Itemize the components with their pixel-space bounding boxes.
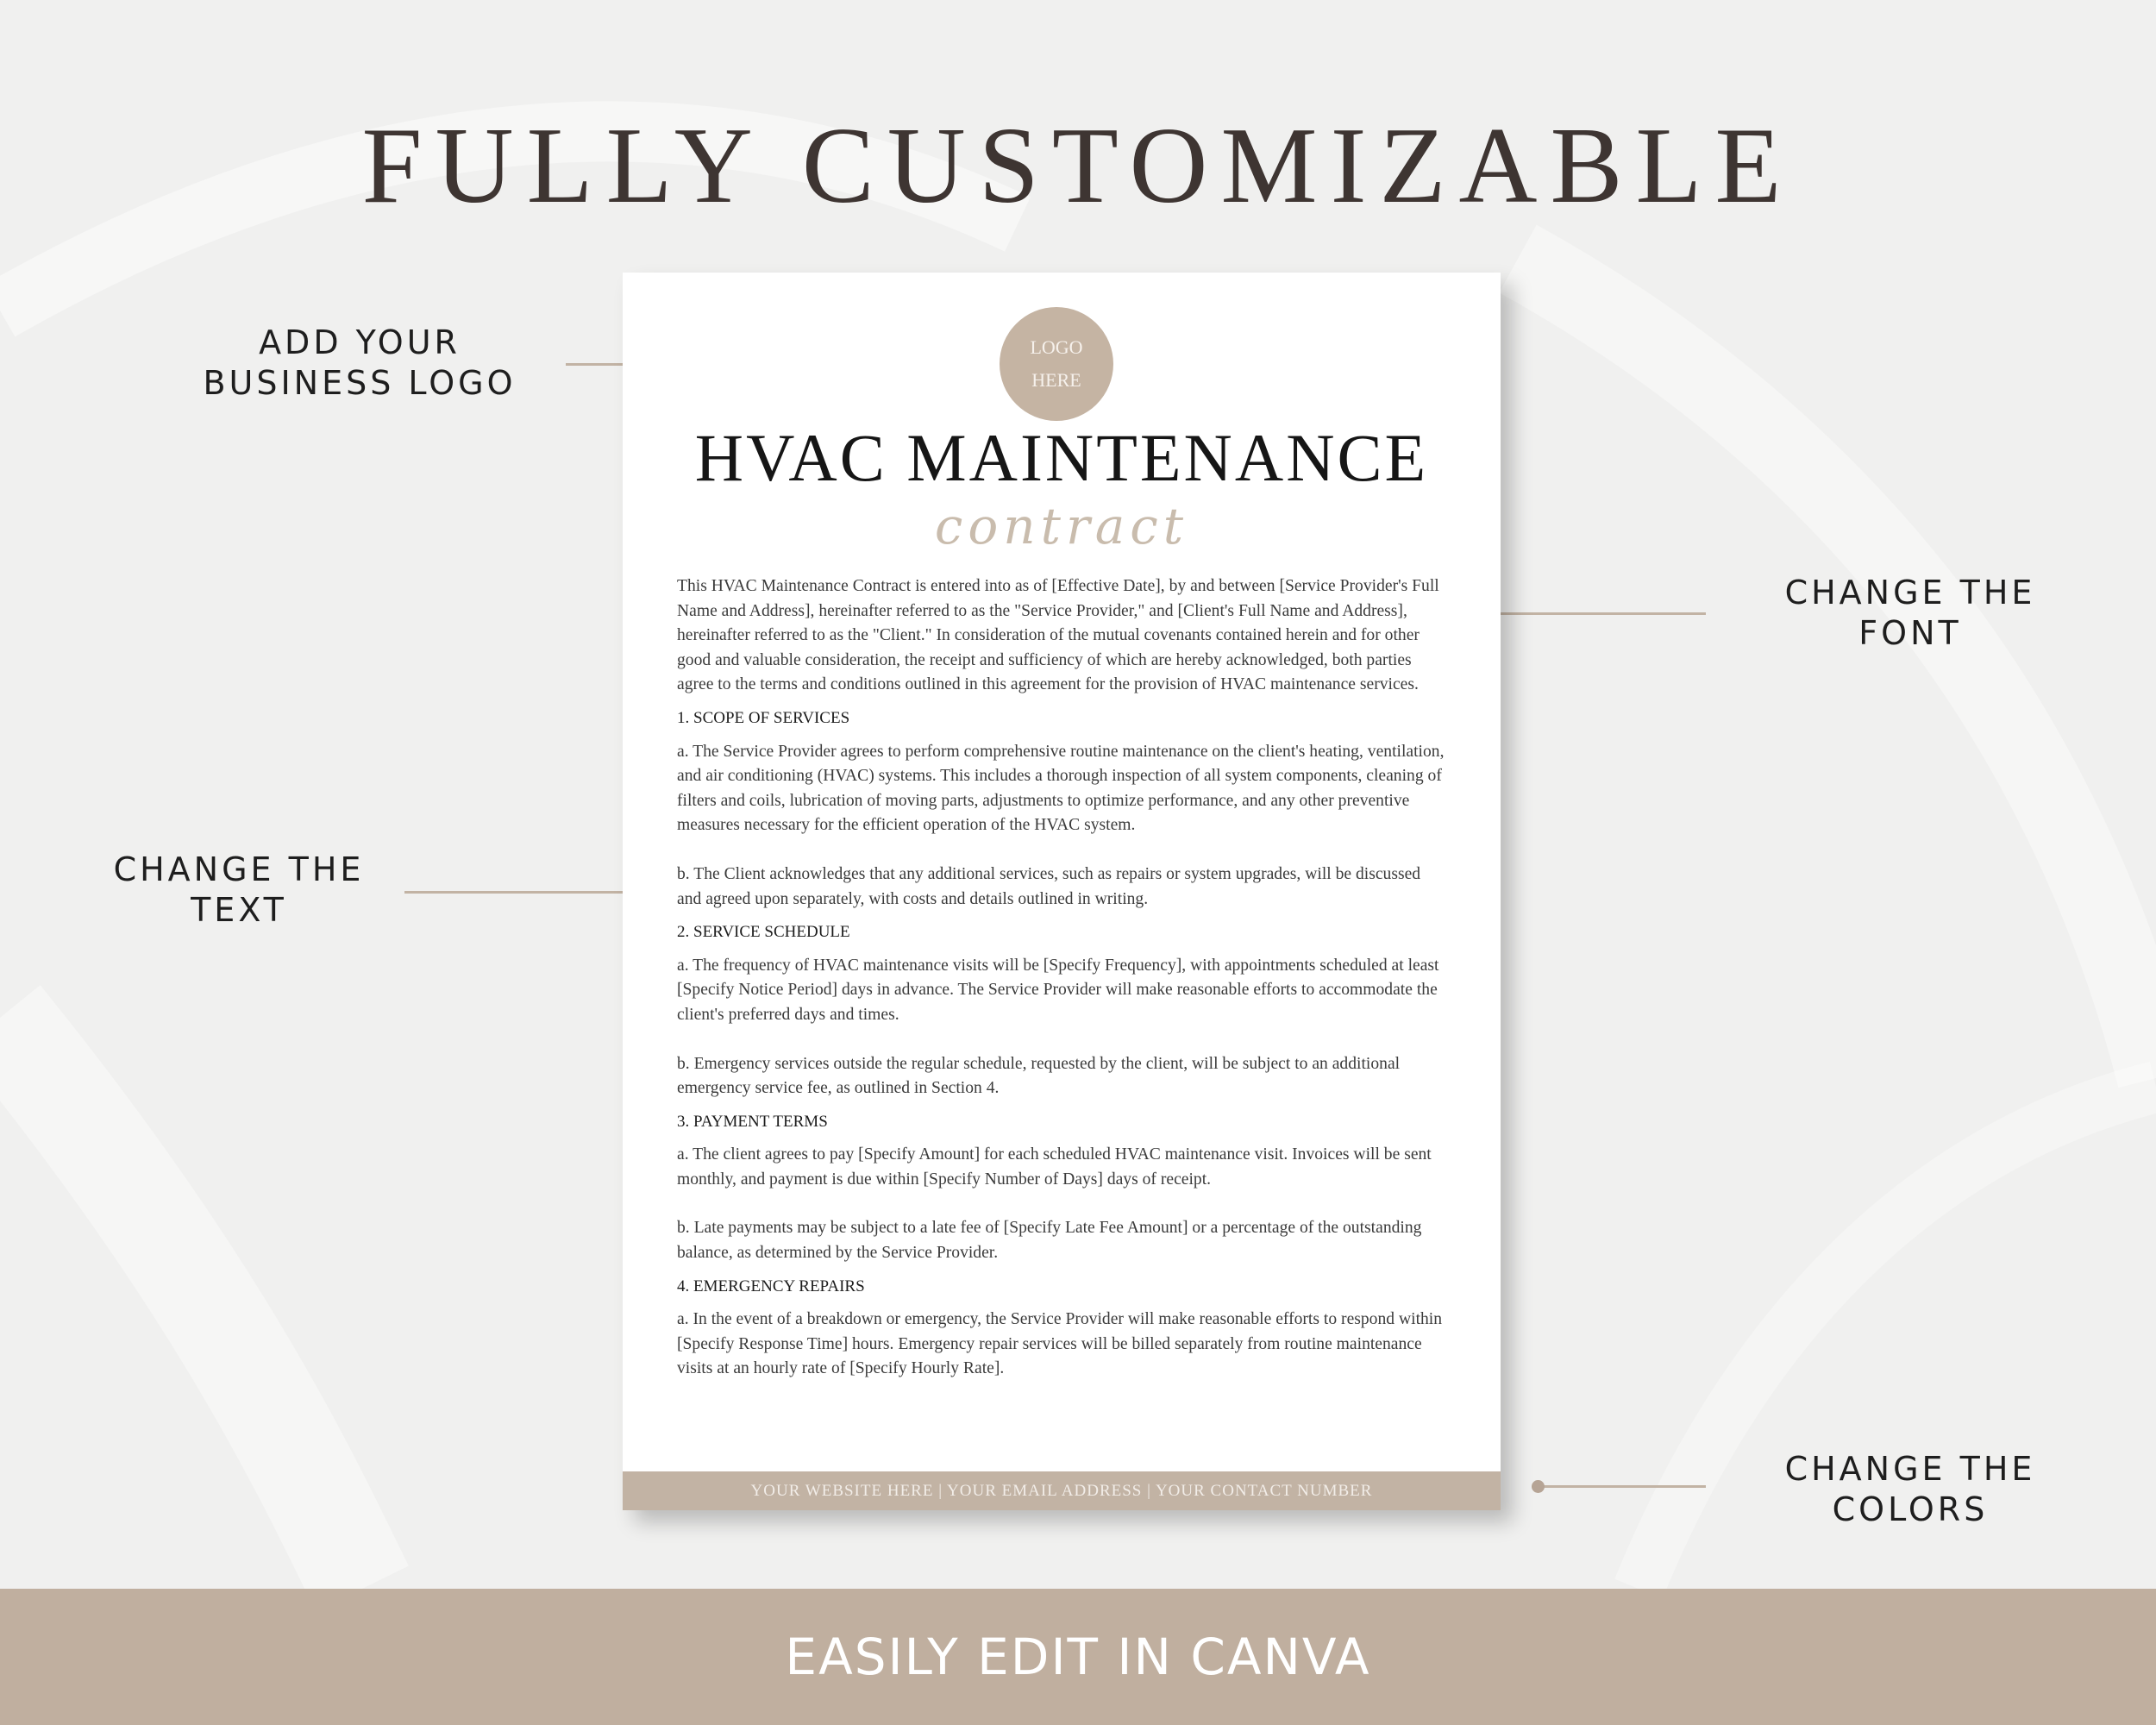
callout-change-colors-line2: COLORS <box>1832 1490 1989 1528</box>
callout-text-leader-line <box>404 891 648 894</box>
section-paragraph: b. The Client acknowledges that any additional services, such as repairs or system upgrades, will be discussed and agreed upon separately, with costs and details outlined in writing. <box>677 864 1421 908</box>
logo-placeholder <box>1000 307 1113 421</box>
logo-placeholder-line2: HERE <box>1031 369 1081 391</box>
callout-change-font-line2: FONT <box>1858 614 1962 652</box>
callout-change-text-line1: CHANGE THE <box>113 850 365 888</box>
document-footer: YOUR WEBSITE HERE | YOUR EMAIL ADDRESS | YOUR CONTACT NUMBER <box>623 1471 1501 1510</box>
contract-document <box>623 273 1501 1510</box>
section-paragraph: b. Late payments may be subject to a late fee of [Specify Late Fee Amount] or a percentage of the outstanding balance, as determined by the Service Provider. <box>677 1219 1422 1263</box>
document-body <box>677 574 1446 1382</box>
bottom-banner <box>0 1589 2156 1725</box>
section-paragraph: a. The frequency of HVAC maintenance visits will be [Specify Frequency], with appointments scheduled at least [Specify Notice Period] days in advance. The Service Provider will make reasonable efforts to accommodate the client's preferred days and times. <box>677 956 1439 1024</box>
section-paragraph: b. Emergency services outside the regular schedule, requested by the client, will be subject to an additional emergency service fee, as outlined in Section 4. <box>677 1054 1401 1098</box>
section-heading: 2. SERVICE SCHEDULE <box>677 923 850 942</box>
logo-placeholder-line1: LOGO <box>1030 336 1083 358</box>
section-paragraph: a. The Service Provider agrees to perform comprehensive routine maintenance on the client's heating, ventilation, and air conditioning (HVAC) systems. This includes a thorough inspection of all system components, cleaning of filters and coils, lubrication of moving parts, adjustments to optimize performance, and any other preventive measures necessary for the efficient operation of the HVAC system. <box>677 742 1445 835</box>
document-subtitle-script: contract <box>934 497 1189 555</box>
section-paragraph: a. The client agrees to pay [Specify Amount] for each scheduled HVAC maintenance visit. Invoices will be sent monthly, and payment is due within [Specify Number of Days] days of receipt. <box>677 1145 1432 1189</box>
callout-colors-leader-dot <box>1532 1480 1545 1493</box>
callout-change-text-line2: TEXT <box>191 891 287 929</box>
section-paragraph: a. In the event of a breakdown or emergency, the Service Provider will make reasonable efforts to respond within [Specify Response Time] hours. Emergency repair services will be billed separately from routine maintenance visits at an hourly rate of [Specify Hourly Rate]. <box>677 1310 1443 1378</box>
callout-change-font <box>1651 573 2156 654</box>
callout-colors-leader-line <box>1539 1485 1706 1488</box>
callout-change-font-line1: CHANGE THE <box>1784 574 2036 612</box>
section-heading: 3. PAYMENT TERMS <box>677 1112 828 1131</box>
banner-text: EASILY EDIT IN CANVA <box>785 1628 1371 1686</box>
callout-add-logo-line2: BUSINESS LOGO <box>203 364 517 402</box>
callout-change-colors-line1: CHANGE THE <box>1784 1450 2036 1488</box>
callout-change-text <box>0 850 498 931</box>
page-headline: FULLY CUSTOMIZABLE <box>361 106 1795 226</box>
section-heading: 1. SCOPE OF SERVICES <box>677 708 850 727</box>
callout-add-logo-line1: ADD YOUR <box>259 323 461 361</box>
intro-paragraph: This HVAC Maintenance Contract is entered into as of [Effective Date], by and between [Service Provider's Full Name and Address], hereinafter referred to as the "Service Provider," and [Client's Full Name and Address], hereinafter referred to as the "Client." In consideration of the mutual covenants contained herein and for other good and valuable consideration, the receipt and sufficiency of which are hereby acknowledged, both parties agree to the terms and conditions outlined in this agreement for the provision of HVAC maintenance services. <box>677 577 1439 694</box>
callout-change-colors <box>1651 1449 2156 1530</box>
document-title: HVAC MAINTENANCE <box>694 420 1429 495</box>
callout-add-logo <box>101 323 618 404</box>
section-heading: 4. EMERGENCY REPAIRS <box>677 1276 865 1295</box>
